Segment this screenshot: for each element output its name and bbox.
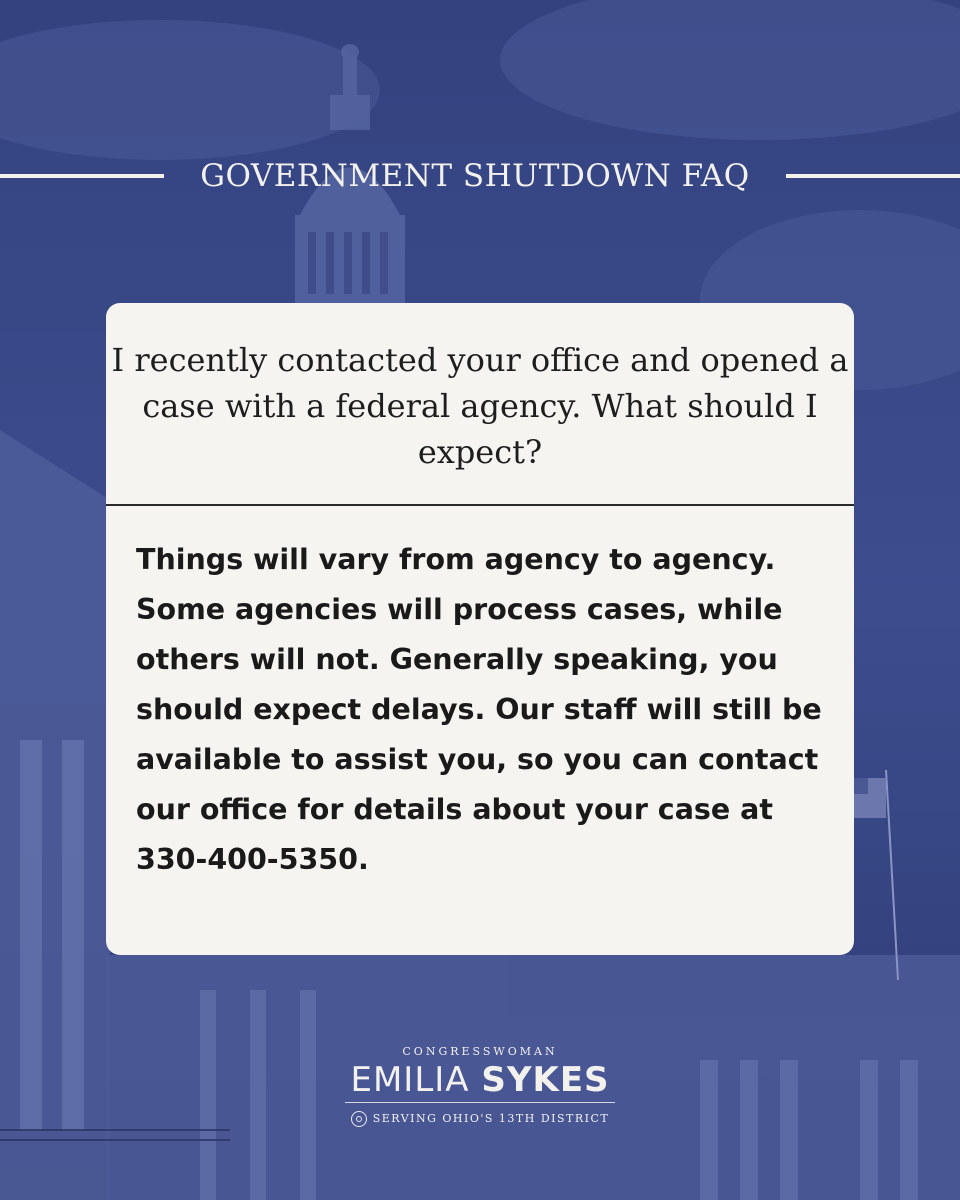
page-title: GOVERNMENT SHUTDOWN FAQ (200, 158, 750, 194)
logo-last-name: SYKES (481, 1060, 610, 1100)
logo-name (330, 1060, 630, 1100)
faq-card (106, 303, 854, 955)
logo-kicker: CONGRESSWOMAN (402, 1045, 558, 1058)
logo-serving-text: SERVING OHIO'S 13TH DISTRICT (372, 1112, 610, 1125)
card-divider (106, 504, 854, 506)
logo-serving-line (330, 1109, 630, 1129)
congresswoman-logo (330, 1044, 630, 1144)
congressional-seal-icon (351, 1111, 367, 1127)
logo-first-name: EMILIA (350, 1060, 470, 1100)
header-rule-right (786, 174, 960, 178)
faq-question: I recently contacted your office and opened a case with a federal agency. What should I expect? (111, 341, 849, 471)
faq-header (0, 148, 960, 204)
faq-answer: Things will vary from agency to agency. Some agencies will process cases, while others will not. Generally speaking, you should expect delays. Our staff will still be available to assist you, so you can contact our office for details about your case at 330-400-5350. (136, 543, 822, 876)
header-rule-left (0, 174, 164, 178)
logo-rule (345, 1102, 615, 1103)
